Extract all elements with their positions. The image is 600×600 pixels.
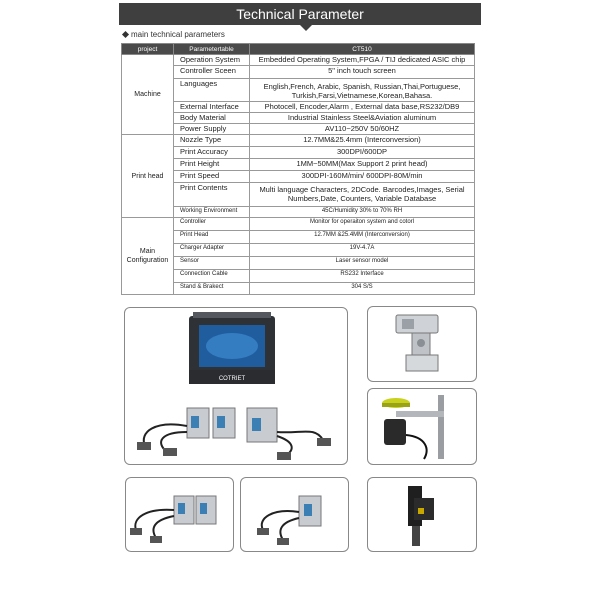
param-value: 1MM~50MM(Max Support 2 print head) <box>250 159 475 171</box>
table-row <box>122 207 475 218</box>
page-title: Technical Parameter <box>119 3 481 25</box>
table-row <box>122 113 475 124</box>
param-value: Embedded Operating System,FPGA / TIJ dedicated ASIC chip <box>250 55 475 66</box>
param-name: Languages <box>174 79 250 102</box>
table-row <box>122 231 475 244</box>
heads-cables-image-2 <box>241 478 348 551</box>
param-name: Controller Sceen <box>174 66 250 79</box>
param-name: Charger Adapter <box>174 244 250 257</box>
table-row <box>122 257 475 270</box>
encoder-image <box>368 389 476 464</box>
sensor-image <box>368 478 476 551</box>
param-value: 19V-4.7A <box>250 244 475 257</box>
param-name: Print Accuracy <box>174 147 250 159</box>
header-model: CT510 <box>250 44 475 55</box>
table-row <box>122 159 475 171</box>
param-name: Print Speed <box>174 171 250 183</box>
param-name: Body Material <box>174 113 250 124</box>
param-value: 12.7MM&25.4mm (Interconversion) <box>250 135 475 147</box>
param-value: Photocell, Encoder,Alarm , External data base,RS232/DB9 <box>250 102 475 113</box>
param-value: RS232 Interface <box>250 270 475 283</box>
photo-heads-cables-2 <box>240 477 349 552</box>
table-row <box>122 183 475 207</box>
table-row <box>122 135 475 147</box>
table-row <box>122 171 475 183</box>
table-row <box>122 102 475 113</box>
spec-table <box>121 43 475 295</box>
header-project: project <box>122 44 174 55</box>
photo-sensor <box>367 477 477 552</box>
photo-encoder <box>367 388 477 465</box>
param-name: Print Head <box>174 231 250 244</box>
title-notch <box>300 25 312 31</box>
table-row <box>122 55 475 66</box>
table-header-row <box>122 44 475 55</box>
param-value: English,French, Arabic, Spanish, Russian,Thai,Portuguese, Turkish,Farsi,Vietnamese,Korean,Bahasa. <box>250 79 475 102</box>
table-row <box>122 244 475 257</box>
param-name: Nozzle Type <box>174 135 250 147</box>
heads-cables-image-1 <box>126 478 233 551</box>
param-name: Sensor <box>174 257 250 270</box>
param-name: Controller <box>174 218 250 231</box>
photo-bracket <box>367 306 477 382</box>
controller-brand-logo: COTRIET <box>218 376 246 382</box>
table-row <box>122 79 475 102</box>
table-row <box>122 283 475 295</box>
bracket-image <box>368 307 476 381</box>
group-main-configuration: Main Configuration <box>122 218 174 295</box>
table-row <box>122 66 475 79</box>
param-name: External Interface <box>174 102 250 113</box>
table-row <box>122 218 475 231</box>
param-value: Industrial Stainless Steel&Aviation aluminum <box>250 113 475 124</box>
param-name: Working Environment <box>174 207 250 218</box>
table-row <box>122 124 475 135</box>
param-value: AV110~250V 50/60HZ <box>250 124 475 135</box>
param-name: Stand & Brakect <box>174 283 250 295</box>
diamond-bullet-icon <box>122 31 129 38</box>
table-row <box>122 270 475 283</box>
table-row <box>122 147 475 159</box>
param-value: 45C/Humidity 30% to 70% RH <box>250 207 475 218</box>
param-value: Monitor for operaiton system and cotorl <box>250 218 475 231</box>
section-heading <box>123 30 225 39</box>
header-parameter: Parametertable <box>174 44 250 55</box>
param-name: Operation System <box>174 55 250 66</box>
param-value: 304 S/S <box>250 283 475 295</box>
controller-and-heads-image <box>125 308 347 464</box>
group-print-head: Print head <box>122 135 174 218</box>
param-name: Print Height <box>174 159 250 171</box>
param-value: 5" inch touch screen <box>250 66 475 79</box>
group-machine: Machine <box>122 55 174 135</box>
param-value: 300DPI-160M/min/ 600DPI-80M/min <box>250 171 475 183</box>
photo-heads-cables-1 <box>125 477 234 552</box>
section-heading-text: main technical parameters <box>131 30 225 39</box>
param-value: Laser sensor model <box>250 257 475 270</box>
param-name: Power Supply <box>174 124 250 135</box>
param-value: 12.7MM &25.4MM (Interconversion) <box>250 231 475 244</box>
param-name: Connection Cable <box>174 270 250 283</box>
param-value: 300DPI/600DP <box>250 147 475 159</box>
param-value: Multi language Characters, 2DCode. Barcodes,Images, Serial Numbers,Date, Counters, Variable Database <box>250 183 475 207</box>
param-name: Print Contents <box>174 183 250 207</box>
photo-controller-and-heads <box>124 307 348 465</box>
